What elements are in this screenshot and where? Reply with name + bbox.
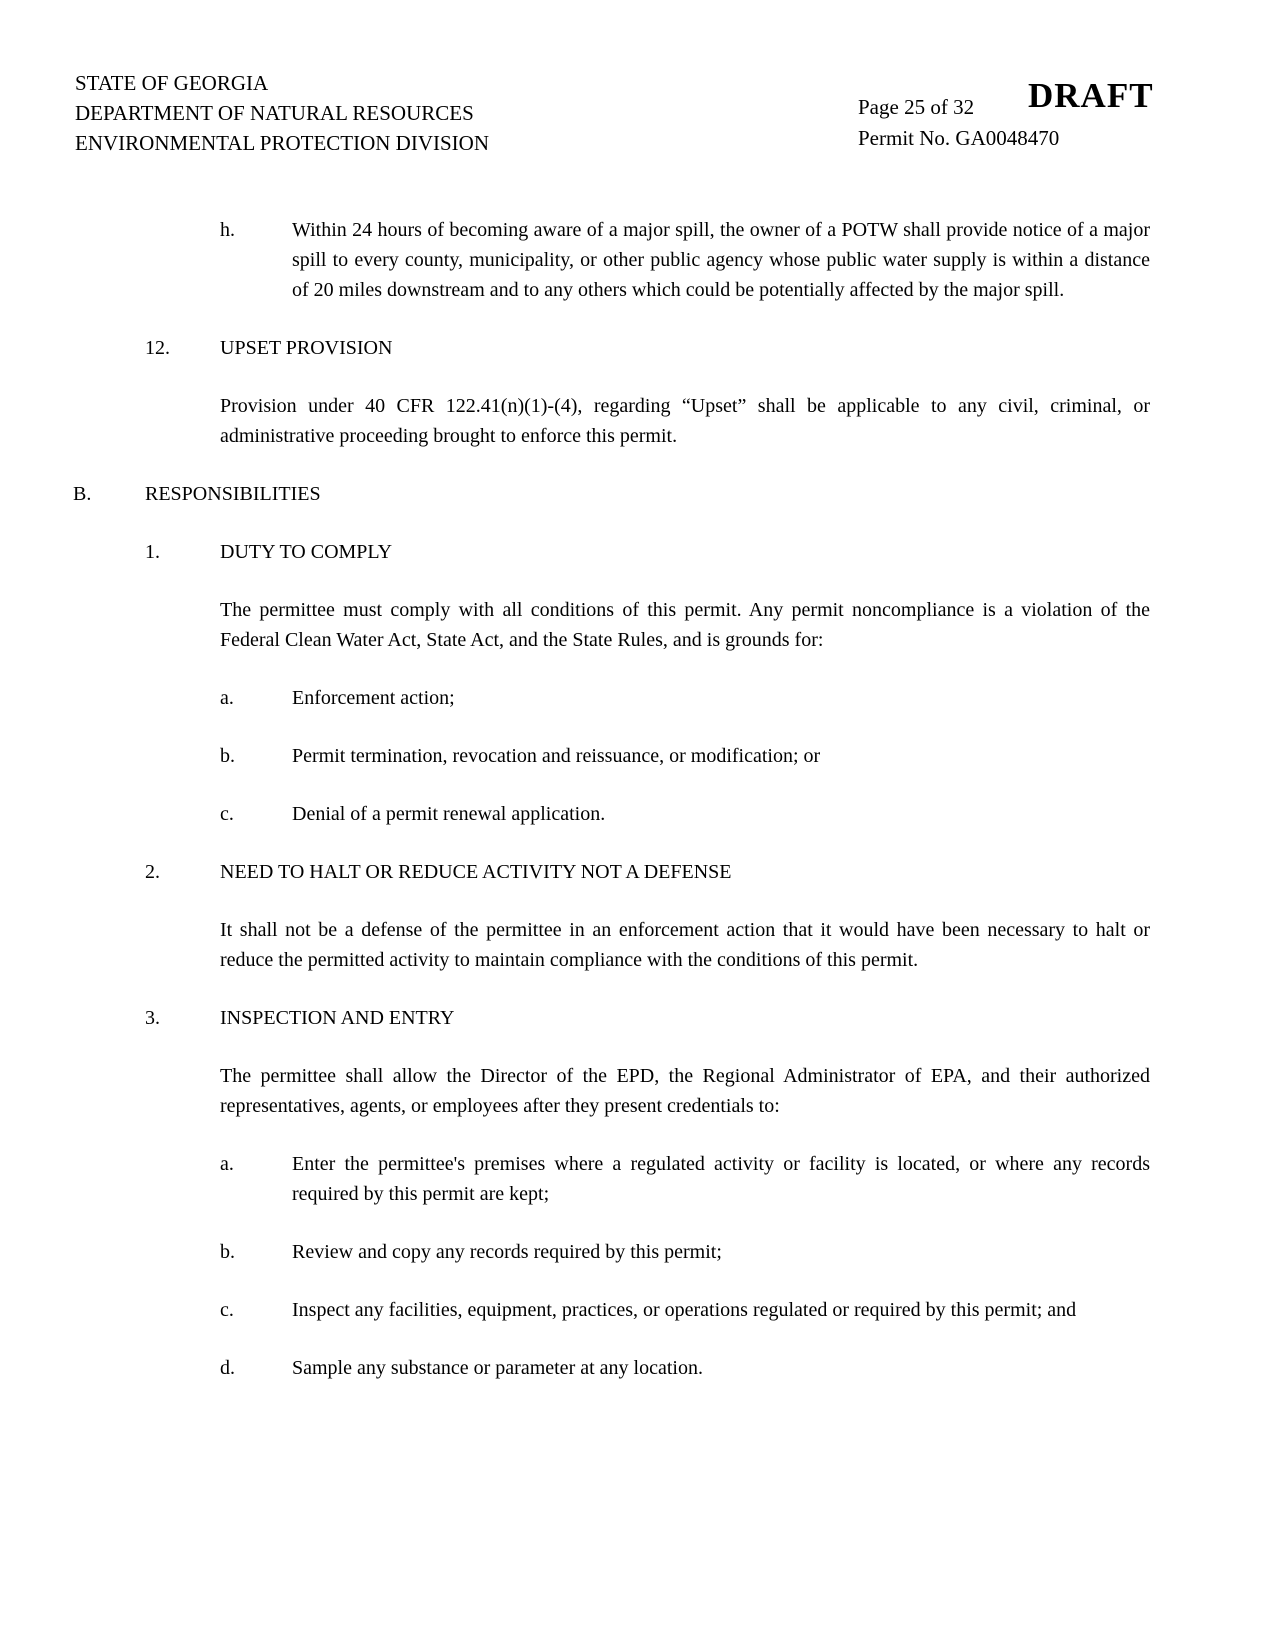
list-item-label: d. [220, 1357, 235, 1379]
list-item-label: c. [220, 1299, 234, 1321]
list-item-text: Enforcement action; [292, 687, 455, 709]
list-item-3a [220, 1149, 1275, 1209]
agency-line-division: ENVIRONMENTAL PROTECTION DIVISION [75, 131, 490, 155]
list-item-3d [220, 1353, 1275, 1383]
document-body [0, 215, 1275, 1411]
list-item-label: a. [220, 687, 234, 709]
list-item-text: Review and copy any records required by this permit; [292, 1241, 722, 1263]
list-item-text: Sample any substance or parameter at any location. [292, 1357, 703, 1379]
list-item-label: a. [220, 1153, 234, 1175]
list-item-text: Enter the permittee's premises where a regulated activity or facility is located, or where any records required by this permit are kept; [292, 1153, 1150, 1205]
subsection-number: 2. [145, 861, 160, 883]
subsection-heading: DUTY TO COMPLY [220, 541, 393, 563]
section-12-heading-row [145, 333, 1275, 363]
list-item-text: Inspect any facilities, equipment, practices, or operations regulated or required by this permit; and [292, 1299, 1077, 1321]
list-item-3c [220, 1295, 1275, 1325]
section-heading: RESPONSIBILITIES [145, 483, 321, 505]
list-item-label: b. [220, 1241, 235, 1263]
agency-block [75, 68, 489, 158]
subsection-2-body: It shall not be a defense of the permittee in an enforcement action that it would have been necessary to halt or reduce the permitted activity to maintain compliance with the conditions of this permit. [220, 919, 1150, 971]
subsection-3-heading-row [145, 1003, 1275, 1033]
list-item-text: Permit termination, revocation and reissuance, or modification; or [292, 745, 821, 767]
subsection-number: 1. [145, 541, 160, 563]
agency-line-department: DEPARTMENT OF NATURAL RESOURCES [75, 101, 474, 125]
subsection-heading: NEED TO HALT OR REDUCE ACTIVITY NOT A DEFENSE [220, 861, 732, 883]
agency-line-state: STATE OF GEORGIA [75, 71, 269, 95]
subsection-1-heading-row [145, 537, 1275, 567]
section-12-body: Provision under 40 CFR 122.41(n)(1)-(4), regarding “Upset” shall be applicable to any civil, criminal, or administrative proceeding brought to enforce this permit. [220, 395, 1150, 447]
section-heading: UPSET PROVISION [220, 337, 393, 359]
section-letter: B. [73, 483, 92, 505]
section-b-heading-row [73, 479, 1275, 509]
subsection-1-body: The permittee must comply with all conditions of this permit. Any permit noncompliance is a violation of the Federal Clean Water Act, State Act, and the State Rules, and is grounds for: [220, 599, 1150, 651]
list-item-label: h. [220, 219, 235, 241]
permit-number: Permit No. GA0048470 [858, 126, 1060, 150]
section-number: 12. [145, 337, 170, 359]
subsection-number: 3. [145, 1007, 160, 1029]
list-item-label: b. [220, 745, 235, 767]
draft-stamp: DRAFT [1028, 76, 1154, 115]
list-item-1b [220, 741, 1275, 771]
list-item-h [220, 215, 1275, 305]
list-item-label: c. [220, 803, 234, 825]
list-item-1a [220, 683, 1275, 713]
list-item-1c [220, 799, 1275, 829]
subsection-3-body: The permittee shall allow the Director of the EPD, the Regional Administrator of EPA, and their authorized representatives, agents, or employees after they present credentials to: [220, 1065, 1150, 1117]
subsection-2-heading-row [145, 857, 1275, 887]
list-item-text: Denial of a permit renewal application. [292, 803, 606, 825]
list-item-3b [220, 1237, 1275, 1267]
list-item-text: Within 24 hours of becoming aware of a major spill, the owner of a POTW shall provide notice of a major spill to every county, municipality, or other public agency whose public water supply is within a distance of 20 miles downstream and to any others which could be potentially affected by the major spill. [292, 219, 1150, 301]
subsection-heading: INSPECTION AND ENTRY [220, 1007, 455, 1029]
page-number: Page 25 of 32 [858, 95, 975, 119]
